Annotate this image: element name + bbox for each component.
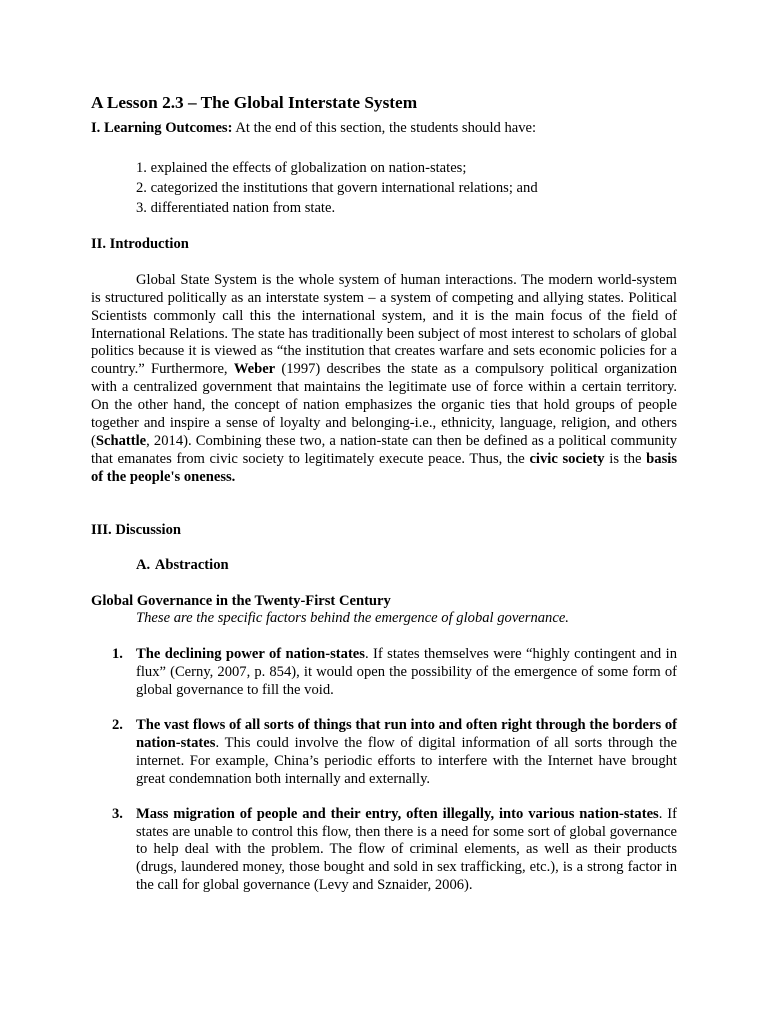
abstraction-heading — [136, 557, 677, 575]
intro-schattle: Schattle — [95, 432, 147, 449]
global-governance-title: Global Governance in the Twenty-First Century — [91, 592, 391, 609]
introduction-paragraph — [91, 272, 677, 487]
factors-list — [91, 646, 677, 895]
factor-bold: Mass migration of people and their entry, often illegally, into various nation-states — [136, 805, 659, 822]
factor-item — [91, 717, 677, 789]
factor-item — [91, 806, 677, 896]
factor-text: . If states themselves were “highly contingent and in flux” (Cerny, 2007, p. 854), it would open the possibility of the emergence of some form of global governance to fill the void. — [136, 646, 677, 699]
learning-outcomes-intro — [91, 120, 677, 138]
lesson-title: A Lesson 2.3 – The Global Interstate System — [91, 93, 418, 112]
intro-text-2: (1997) describes the state as a compulsory political organization with a centralized government that maintains the legitimate use of force within a certain territory. On the other hand, the concept of nation emphasizes the organic ties that hold groups of people together and inspire a sense of loyalty and belonging-i.e., ethnicity, language, religion, and others ( — [91, 361, 678, 449]
discussion-heading: III. Discussion — [91, 521, 182, 538]
factor-item — [91, 646, 677, 700]
outcome-item: 1. explained the effects of globalization on nation-states; — [136, 159, 467, 176]
intro-text-4: is the — [604, 450, 647, 467]
learning-outcomes-lead: At the end of this section, the students should have: — [232, 120, 537, 136]
factor-number: 1. — [112, 646, 123, 663]
intro-weber: Weber — [233, 361, 276, 378]
introduction-heading: II. Introduction — [91, 235, 189, 252]
abstraction-label: Abstraction — [154, 556, 229, 573]
intro-text-1: Global State System is the whole system of human interactions. The modern world-system is structured politically as an interstate system – a system of competing and allying states. Political Scientists commonly call this the international system, and it is the main focus of the field of International Relations. The state has traditionally been subject of most interest to scholars of global politics because it is viewed as “the institution that creates warfare and sets economic policies for a country.” Furthermore, — [91, 271, 677, 378]
learning-outcomes-heading: I. Learning Outcomes: — [91, 120, 233, 136]
factor-bold: The declining power of nation-states — [136, 646, 365, 663]
outcome-item: 3. differentiated nation from state. — [136, 199, 336, 216]
abstraction-number: A. — [136, 556, 151, 573]
factor-bold: The vast flows of all sorts of things that run into and often right through the borders of nation-states — [136, 717, 677, 751]
outcome-item: 2. categorized the institutions that govern international relations; and — [136, 179, 538, 196]
factor-text: . If states are unable to control this flow, then there is a need for some sort of global governance to help deal with the problem. The flow of criminal elements, as well as their products (drugs, laundered money, those bought and sold in sex trafficking, etc.), is a strong factor in the call for global governance (Levy and Sznaider, 2006). — [136, 805, 677, 894]
intro-basis: basis of the people's oneness. — [91, 450, 677, 485]
document-page — [91, 92, 677, 912]
intro-text-3: , 2014). Combining these two, a nation-state can then be defined as a political community that emanates from civic society to legitimately execute peace. Thus, the — [91, 432, 677, 467]
learning-outcomes-list — [136, 158, 677, 218]
global-governance-subtitle: These are the specific factors behind the emergence of global governance. — [136, 610, 569, 627]
factor-number: 3. — [112, 805, 123, 822]
factor-text: . This could involve the flow of digital information of all sorts through the internet. For example, China’s periodic efforts to interfere with the Internet have brought great condemnation both internally and externally. — [136, 734, 677, 787]
factor-number: 2. — [112, 717, 123, 734]
intro-civic-society: civic society — [529, 450, 605, 467]
